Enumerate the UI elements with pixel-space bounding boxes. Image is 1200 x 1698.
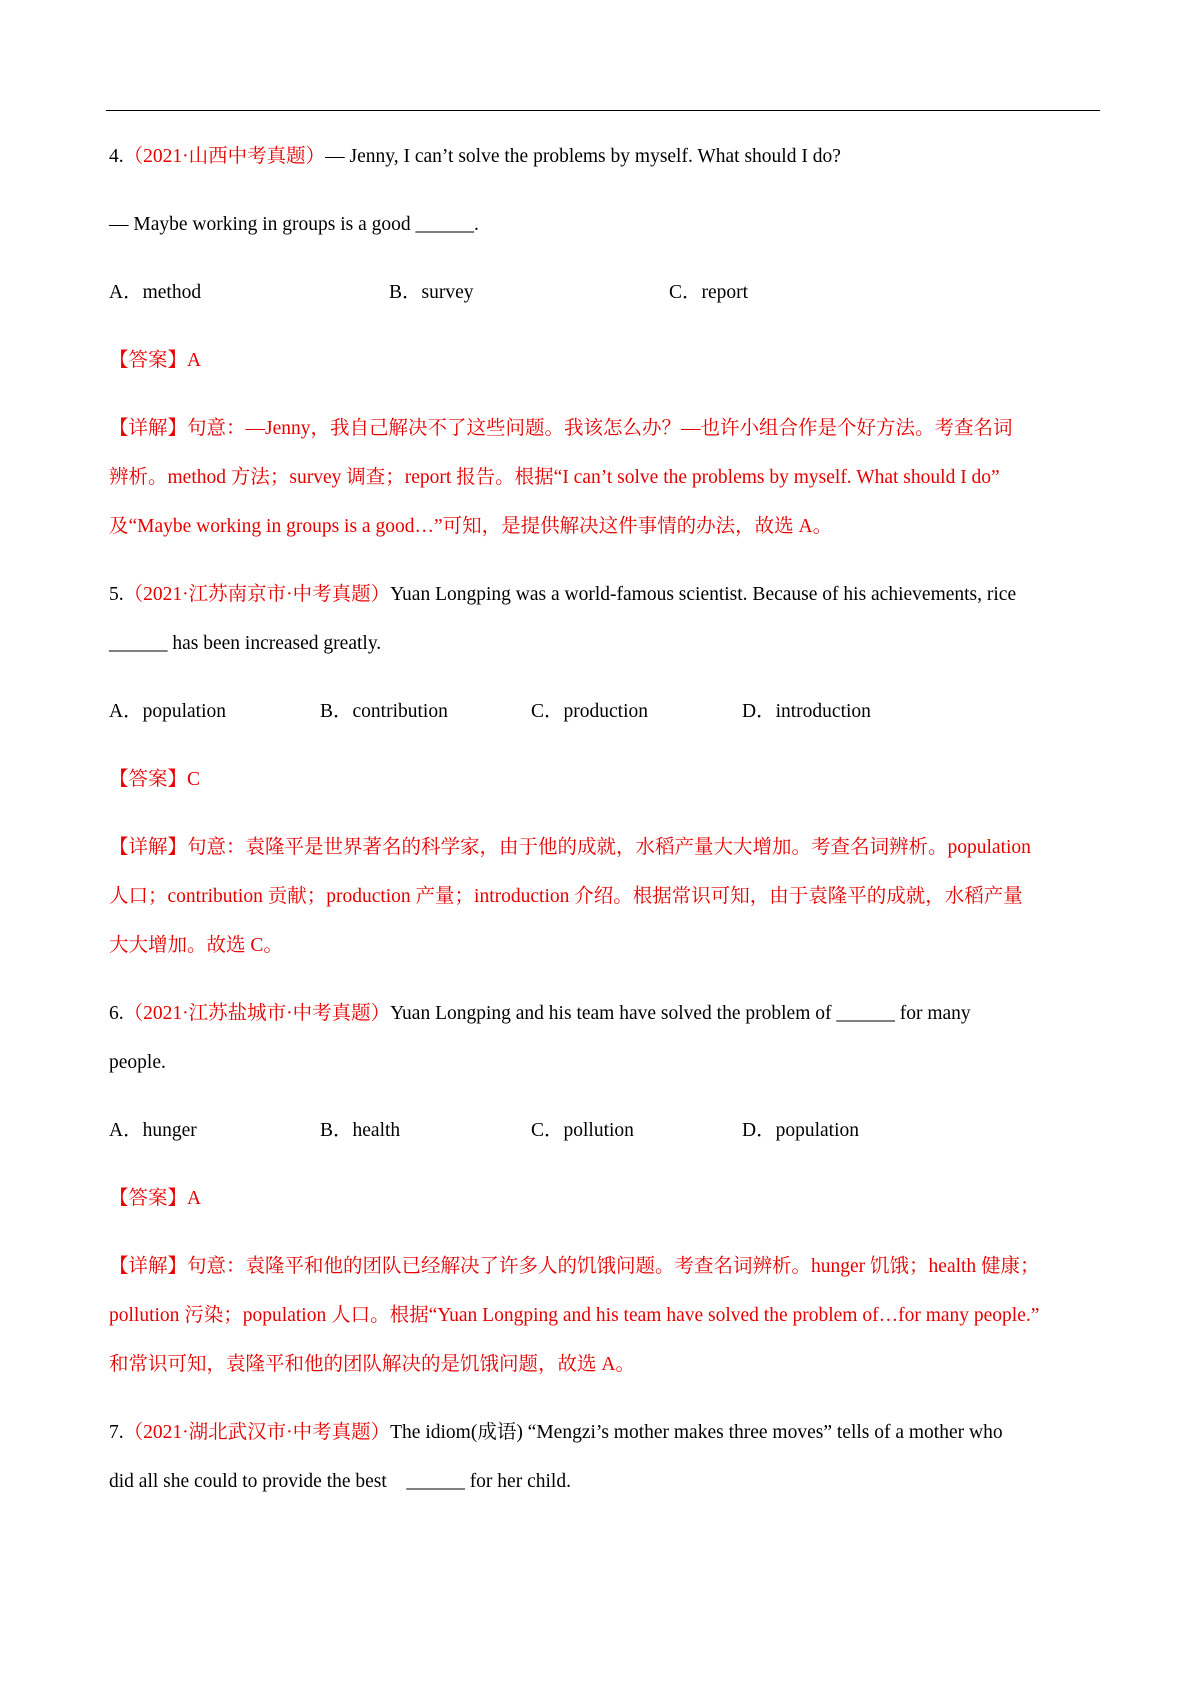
question-stem: Yuan Longping and his team have solved the problem of ______ for many <box>390 1003 971 1024</box>
options-row <box>109 697 1109 727</box>
answer-value: A <box>187 1188 202 1209</box>
answer-label: 【答案】 <box>109 769 188 790</box>
question-stem: Yuan Longping was a world-famous scientist. Because of his achievements, rice <box>390 584 1017 605</box>
question-number: 4. <box>109 146 124 167</box>
detail-text: 和常识可知，袁隆平和他的团队解决的是饥饿问题，故选 A。 <box>109 1354 635 1375</box>
question-source: （2021·湖北武汉市·中考真题） <box>123 1422 391 1443</box>
option-a: A．hunger <box>109 1120 197 1141</box>
detail-block <box>109 833 1109 961</box>
question-source: （2021·山西中考真题） <box>123 146 326 167</box>
option-d: D．introduction <box>742 701 871 722</box>
detail-text: pollution 污染；population 人口。根据“Yuan Longping and his team have solved the problem of…for many people.” <box>109 1305 1040 1326</box>
question-7 <box>109 1418 1109 1497</box>
detail-label: 【详解】 <box>109 418 188 439</box>
answer-value: C <box>187 769 201 790</box>
detail-text: 句意：—Jenny，我自己解决不了这些问题。我该怎么办？—也许小组合作是个好方法。考查名词 <box>187 418 1013 439</box>
question-number: 6. <box>109 1003 124 1024</box>
answer-line <box>109 346 1109 376</box>
option-a: A．population <box>109 701 226 722</box>
option-c: C．production <box>531 701 648 722</box>
option-b: B．survey <box>389 282 474 303</box>
option-b: B．health <box>320 1120 401 1141</box>
document-body <box>109 142 1109 1497</box>
question-5 <box>109 580 1109 961</box>
option-a: A．method <box>109 282 202 303</box>
options-row <box>109 278 1109 308</box>
question-4 <box>109 142 1109 542</box>
question-stem: did all she could to provide the best ______ for her child. <box>109 1471 571 1492</box>
detail-text: 辨析。method 方法；survey 调查；report 报告。根据“I can’t solve the problems by myself. What should I do” <box>109 467 1000 488</box>
detail-block <box>109 1252 1109 1380</box>
detail-label: 【详解】 <box>109 837 188 858</box>
answer-line <box>109 1184 1109 1214</box>
question-number: 5. <box>109 584 124 605</box>
options-row <box>109 1116 1109 1146</box>
detail-text: 大大增加。故选 C。 <box>109 935 283 956</box>
option-c: C．report <box>669 282 749 303</box>
question-source: （2021·江苏南京市·中考真题） <box>123 584 391 605</box>
option-d: D．population <box>742 1120 859 1141</box>
question-stem: — Jenny, I can’t solve the problems by myself. What should I do? <box>325 146 841 167</box>
detail-text: 及“Maybe working in groups is a good…”可知，是提供解决这件事情的办法，故选 A。 <box>109 516 833 537</box>
answer-label: 【答案】 <box>109 1188 188 1209</box>
question-stem: people. <box>109 1052 166 1073</box>
question-source: （2021·江苏盐城市·中考真题） <box>123 1003 391 1024</box>
option-b: B．contribution <box>320 701 448 722</box>
answer-value: A <box>187 350 202 371</box>
answer-line <box>109 765 1109 795</box>
answer-label: 【答案】 <box>109 350 188 371</box>
question-number: 7. <box>109 1422 124 1443</box>
detail-text: 人口；contribution 贡献；production 产量；introduction 介绍。根据常识可知，由于袁隆平的成就，水稻产量 <box>109 886 1023 907</box>
question-stem: — Maybe working in groups is a good ______. <box>109 214 479 235</box>
detail-text: 句意：袁隆平是世界著名的科学家，由于他的成就，水稻产量大大增加。考查名词辨析。population <box>187 837 1031 858</box>
header-rule <box>106 110 1100 111</box>
detail-block <box>109 414 1109 542</box>
question-stem: ______ has been increased greatly. <box>109 633 382 654</box>
detail-label: 【详解】 <box>109 1256 188 1277</box>
option-c: C．pollution <box>531 1120 634 1141</box>
question-stem: The idiom(成语) “Mengzi’s mother makes three moves” tells of a mother who <box>390 1422 1003 1443</box>
detail-text: 句意：袁隆平和他的团队已经解决了许多人的饥饿问题。考查名词辨析。hunger 饥饿；health 健康； <box>187 1256 1040 1277</box>
question-6 <box>109 999 1109 1380</box>
